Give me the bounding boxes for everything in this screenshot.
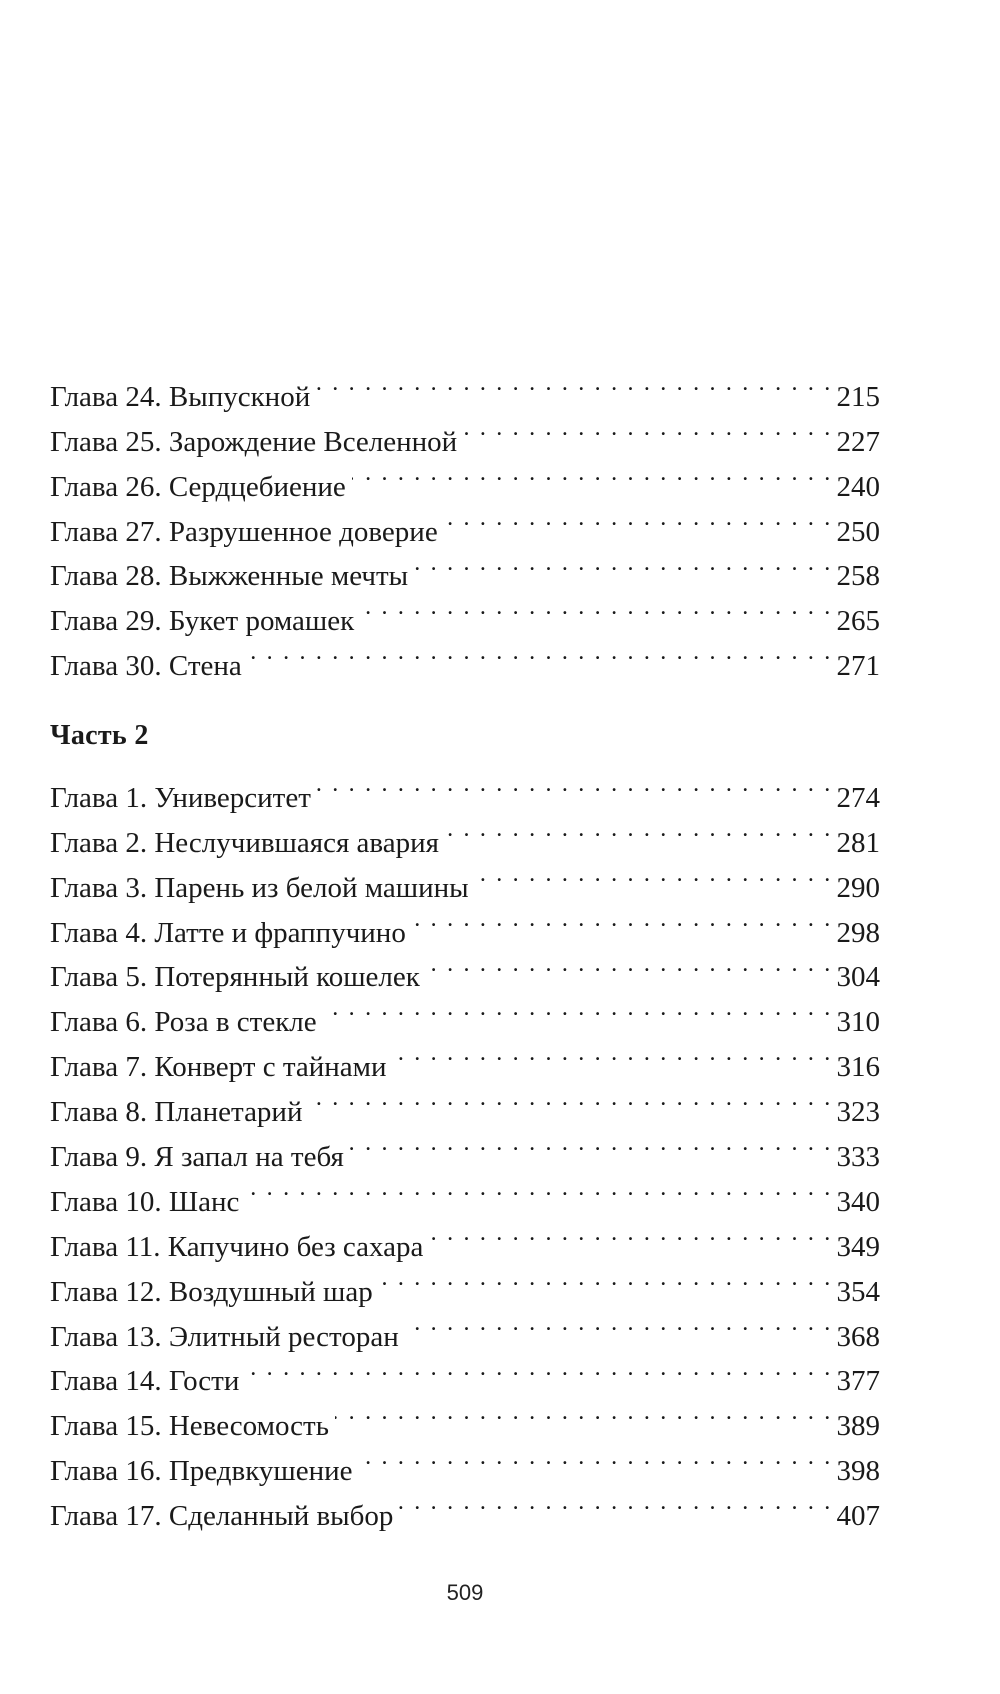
- dot-leader: [475, 852, 833, 897]
- dot-leader: [335, 1390, 833, 1435]
- toc-entry-title: Глава 17. Сделанный выбор: [50, 1500, 394, 1533]
- dot-leader: [359, 1435, 833, 1480]
- toc-entry-page: 274: [836, 781, 880, 814]
- toc-entry-page: 354: [836, 1275, 880, 1308]
- toc-entry-title: Глава 28. Выжженные мечты: [50, 560, 409, 593]
- toc-entry-page: 389: [836, 1410, 880, 1443]
- toc-entry-page: 240: [836, 470, 880, 503]
- toc-entry-title: Глава 10. Шанс: [50, 1185, 240, 1218]
- toc-entry-title: Глава 15. Невесомость: [50, 1410, 329, 1443]
- dot-leader: [426, 942, 833, 987]
- toc-entry-title: Глава 12. Воздушный шар: [50, 1275, 373, 1308]
- toc-entry: [50, 762, 880, 814]
- dot-leader: [393, 1031, 833, 1076]
- toc-entry-title: Глава 5. Потерянный кошелек: [50, 961, 420, 994]
- toc-entry-page: 215: [836, 380, 880, 413]
- toc-entry-page: 298: [836, 916, 880, 949]
- toc-part2: [50, 762, 880, 1533]
- toc-entry-page: 258: [836, 560, 880, 593]
- toc-entry-page: 349: [836, 1230, 880, 1263]
- toc-entry-page: 333: [836, 1141, 880, 1174]
- dot-leader: [245, 1346, 832, 1391]
- toc-entry-page: 227: [836, 425, 880, 458]
- dot-leader: [399, 1480, 832, 1525]
- toc-entry-title: Глава 25. Зарождение Вселенной: [50, 425, 458, 458]
- toc-entry-title: Глава 29. Букет ромашек: [50, 605, 355, 638]
- toc-entry-page: 304: [836, 961, 880, 994]
- toc-entry-page: 398: [836, 1455, 880, 1488]
- toc-entry-page: 316: [836, 1051, 880, 1084]
- toc-entry-title: Глава 30. Стена: [50, 650, 242, 683]
- toc-entry-page: 340: [836, 1185, 880, 1218]
- toc-entry-title: Глава 4. Латте и фраппучино: [50, 916, 406, 949]
- page-number: 509: [446, 1580, 484, 1605]
- dot-leader: [405, 1301, 833, 1346]
- dot-leader: [317, 762, 833, 807]
- toc-entry-title: Глава 2. Неслучившаяся авария: [50, 826, 439, 859]
- toc-entry-page: 250: [836, 515, 880, 548]
- dot-leader: [308, 1076, 832, 1121]
- toc-entry-title: Глава 6. Роза в стекле: [50, 1006, 317, 1039]
- toc-entry-title: Глава 26. Сердцебиение: [50, 470, 346, 503]
- toc-entry-page: 281: [836, 826, 880, 859]
- toc-entry-title: Глава 27. Разрушенное доверие: [50, 515, 438, 548]
- toc-entry-title: Глава 14. Гости: [50, 1365, 240, 1398]
- dot-leader: [412, 897, 833, 942]
- dot-leader: [350, 1121, 833, 1166]
- toc-entry-page: 323: [836, 1096, 880, 1129]
- dot-leader: [429, 1211, 832, 1256]
- dot-leader: [379, 1256, 833, 1301]
- toc-entry-title: Глава 3. Парень из белой машины: [50, 871, 469, 904]
- toc-entry-title: Глава 1. Университет: [50, 781, 311, 814]
- toc-entry-title: Глава 11. Капучино без сахара: [50, 1230, 424, 1263]
- toc-entry-page: 407: [836, 1500, 880, 1533]
- toc-entry-page: 377: [836, 1365, 880, 1398]
- toc-entry-page: 271: [836, 650, 880, 683]
- part2-heading: Часть 2: [50, 720, 149, 751]
- toc-entry-page: 368: [836, 1320, 880, 1353]
- toc-entry-title: Глава 8. Планетарий: [50, 1096, 303, 1129]
- toc-entry-page: 290: [836, 871, 880, 904]
- toc-entry-title: Глава 16. Предвкушение: [50, 1455, 353, 1488]
- toc-entry-title: Глава 13. Элитный ресторан: [50, 1320, 399, 1353]
- dot-leader: [323, 986, 833, 1031]
- dot-leader: [445, 807, 833, 852]
- toc-entry-title: Глава 7. Конверт с тайнами: [50, 1051, 387, 1084]
- dot-leader: [245, 1166, 832, 1211]
- toc-entry-page: 310: [836, 1006, 880, 1039]
- toc-entry-page: 265: [836, 605, 880, 638]
- toc-entry-title: Глава 24. Выпускной: [50, 380, 311, 413]
- book-page-part2: [50, 0, 880, 1694]
- toc-entry-title: Глава 9. Я запал на тебя: [50, 1141, 344, 1174]
